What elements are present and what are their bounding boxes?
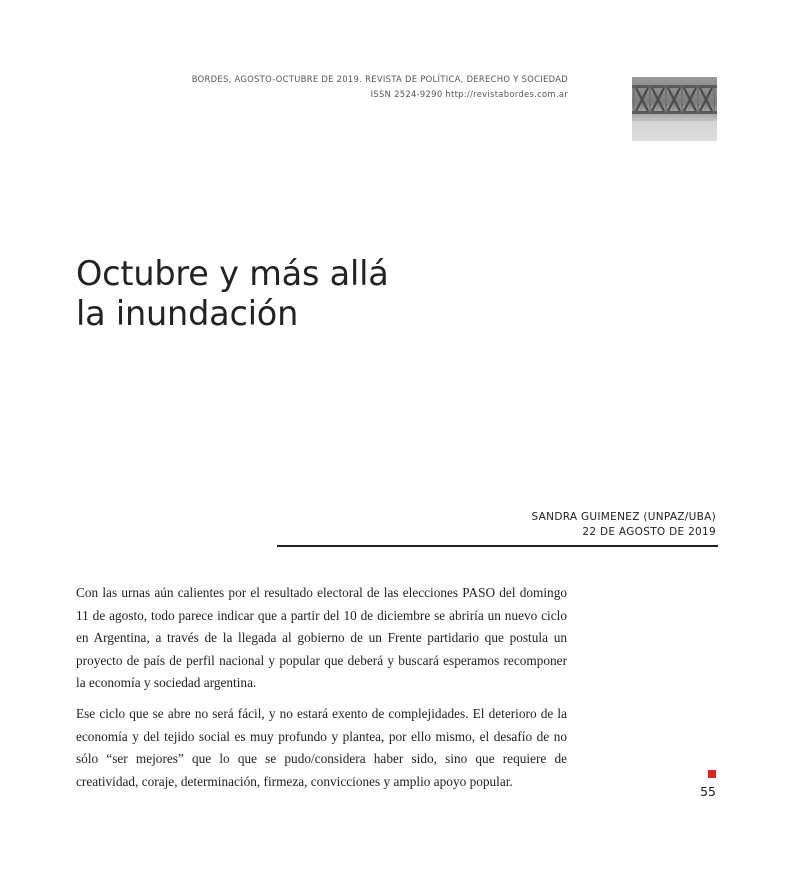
author: SANDRA GUIMENEZ (UNPAZ/UBA) [531, 511, 716, 523]
article-title-line-2: la inundación [76, 294, 299, 333]
page-number: 55 [700, 784, 716, 799]
page-marker-square [708, 770, 716, 778]
article-body [76, 582, 567, 801]
journal-issn-url: ISSN 2524-9290 http://revistabordes.com.ar [370, 89, 568, 99]
journal-citation: BORDES, AGOSTO-OCTUBRE DE 2019. REVISTA DE POLÍTICA, DERECHO Y SOCIEDAD [191, 74, 568, 84]
article-title-line-1: Octubre y más allá [76, 254, 389, 293]
header-bridge-image [632, 77, 717, 141]
paragraph: Ese ciclo que se abre no será fácil, y no estará exento de complejidades. El deterioro de la economía y del tejido social es muy profundo y plantea, por ello mismo, el desafío de no sólo “ser mejores” que lo que se pudo/considera haber sido, sino que requiere de creatividad, coraje, determinación, firmeza, convicciones y amplio apoyo popular. [76, 705, 567, 789]
byline-divider [277, 545, 718, 547]
article-date: 22 DE AGOSTO DE 2019 [582, 526, 716, 538]
byline [532, 510, 716, 540]
article-title [76, 254, 389, 334]
journal-header [192, 72, 568, 102]
paragraph: Con las urnas aún calientes por el resultado electoral de las elecciones PASO del domingo 11 de agosto, todo parece indicar que a partir del 10 de diciembre se abriría un nuevo ciclo en Argentina, a través de la llegada al gobierno de un Frente partidario que postula un proyecto de país de perfil nacional y popular que deberá y buscará esperamos recomponer la economía y sociedad argentina. [76, 585, 567, 691]
